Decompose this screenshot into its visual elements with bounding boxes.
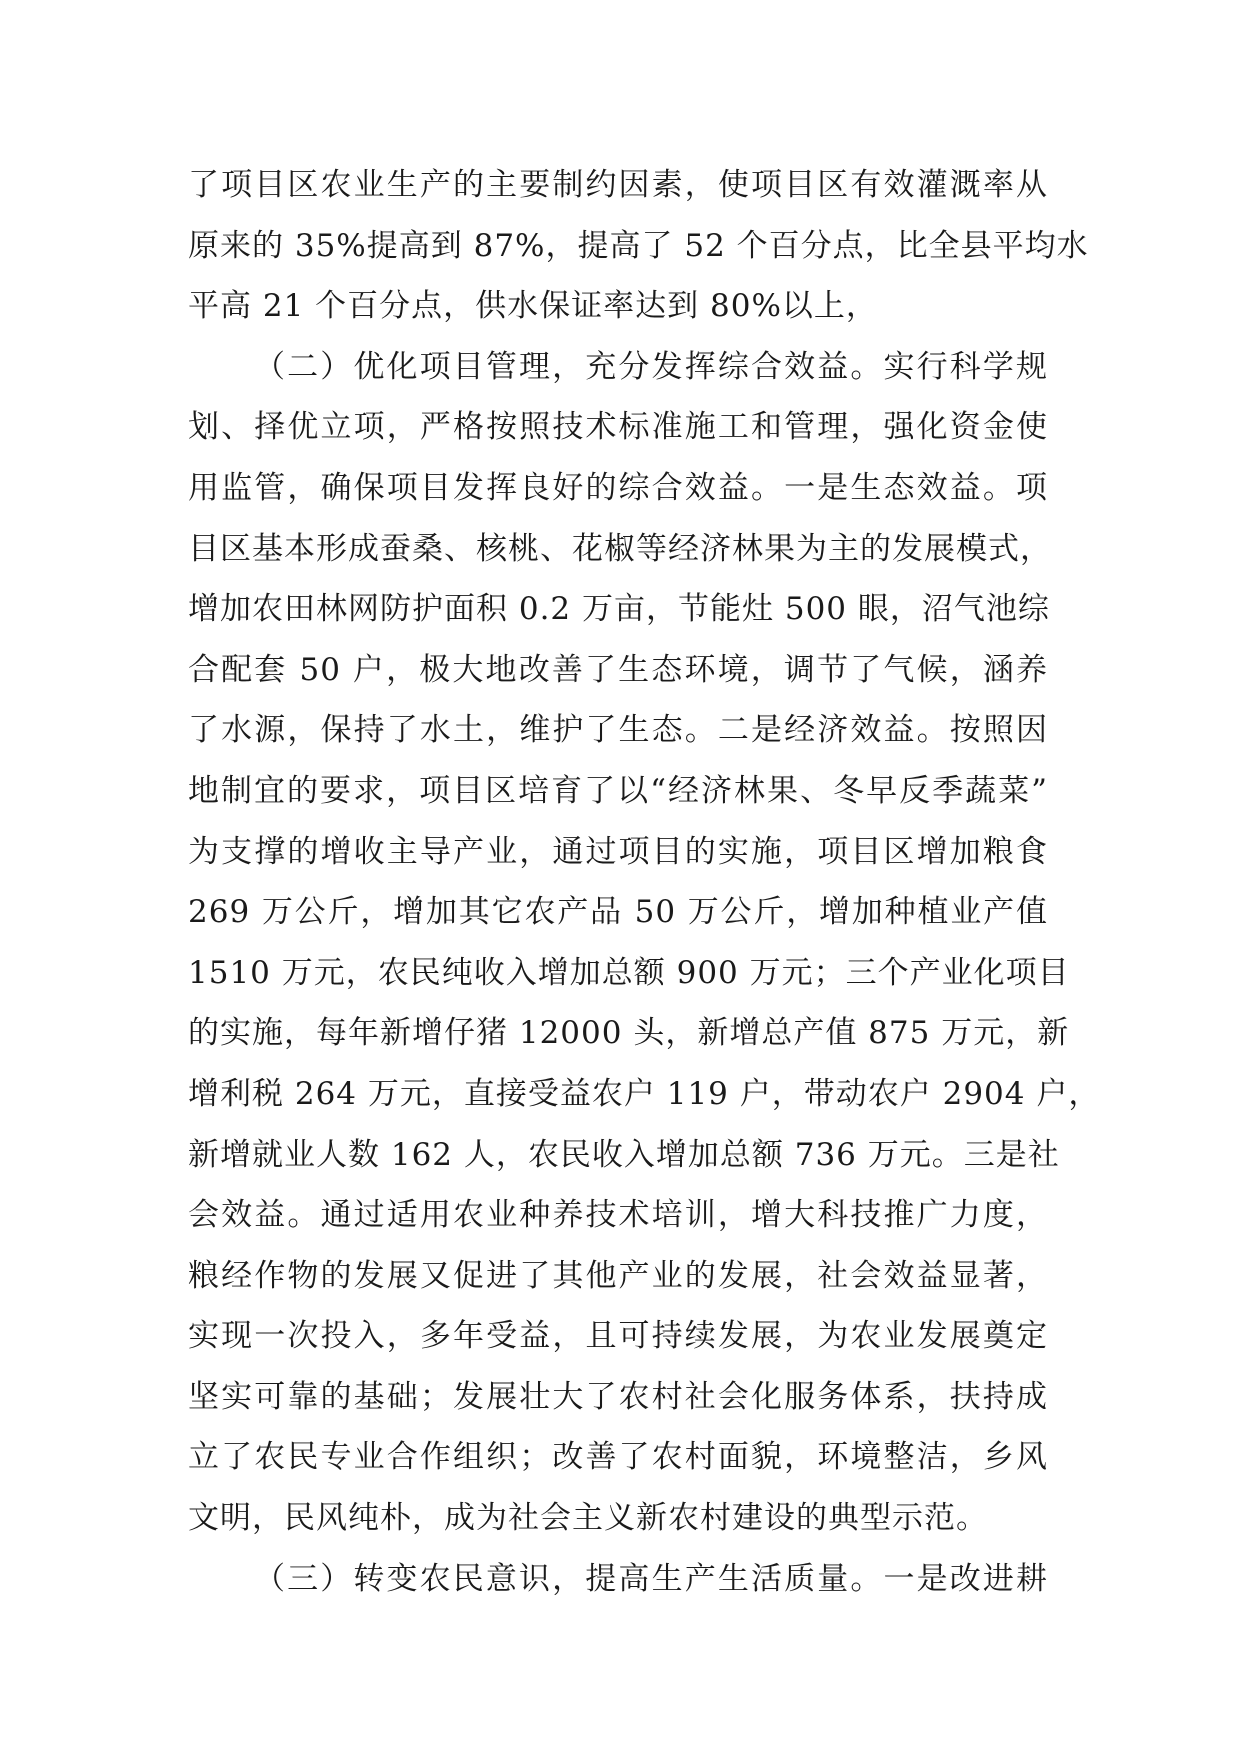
text-line: 会效益。通过适用农业种养技术培训，增大科技推广力度， (188, 1197, 1048, 1234)
text-line: 了水源，保持了水土，维护了生态。二是经济效益。按照因 (188, 712, 1048, 749)
text-line: 为支撑的增收主导产业，通过项目的实施，项目区增加粮食 (188, 833, 1048, 870)
text-line: 坚实可靠的基础；发展壮大了农村社会化服务体系，扶持成 (188, 1378, 1048, 1415)
text-line: 新增就业人数 162 人，农民收入增加总额 736 万元。三是社 (188, 1136, 1060, 1173)
text-line: 划、择优立项，严格按照技术标准施工和管理，强化资金使 (188, 409, 1048, 446)
text-line: 实现一次投入，多年受益，且可持续发展，为农业发展奠定 (188, 1318, 1048, 1355)
text-line: 目区基本形成蚕桑、核桃、花椒等经济林果为主的发展模式， (188, 530, 1052, 567)
text-line: （二）优化项目管理，充分发挥综合效益。实行科学规 (254, 348, 1048, 385)
text-line: （三）转变农民意识，提高生产生活质量。一是改进耕 (254, 1560, 1048, 1597)
body-text (188, 155, 1101, 1609)
text-line: 立了农民专业合作组织；改善了农村面貌，环境整洁，乡风 (188, 1439, 1048, 1476)
text-line: 用监管，确保项目发挥良好的综合效益。一是生态效益。项 (188, 469, 1048, 506)
text-line: 平高 21 个百分点，供水保证率达到 80%以上， (188, 288, 878, 325)
text-line: 原来的 35%提高到 87%，提高了 52 个百分点，比全县平均水 (188, 227, 1089, 264)
text-line: 增加农田林网防护面积 0.2 万亩，节能灶 500 眼，沼气池综 (188, 591, 1050, 628)
text-line: 地制宜的要求，项目区培育了以“经济林果、冬早反季蔬菜” (188, 772, 1048, 809)
text-line: 的实施，每年新增仔猪 12000 头，新增总产值 875 万元，新 (188, 1015, 1070, 1052)
text-line: 了项目区农业生产的主要制约因素，使项目区有效灌溉率从 (188, 167, 1048, 203)
text-line: 269 万公斤，增加其它农产品 50 万公斤，增加种植业产值 (188, 894, 1048, 931)
text-line: 文明，民风纯朴，成为社会主义新农村建设的典型示范。 (188, 1500, 988, 1537)
text-line: 增利税 264 万元，直接受益农户 119 户，带动农户 2904 户， (188, 1075, 1101, 1112)
text-line: 1510 万元，农民纯收入增加总额 900 万元；三个产业化项目 (188, 954, 1070, 991)
text-line: 合配套 50 户，极大地改善了生态环境，调节了气候，涵养 (188, 651, 1048, 688)
text-line: 粮经作物的发展又促进了其他产业的发展，社会效益显著， (188, 1257, 1048, 1294)
